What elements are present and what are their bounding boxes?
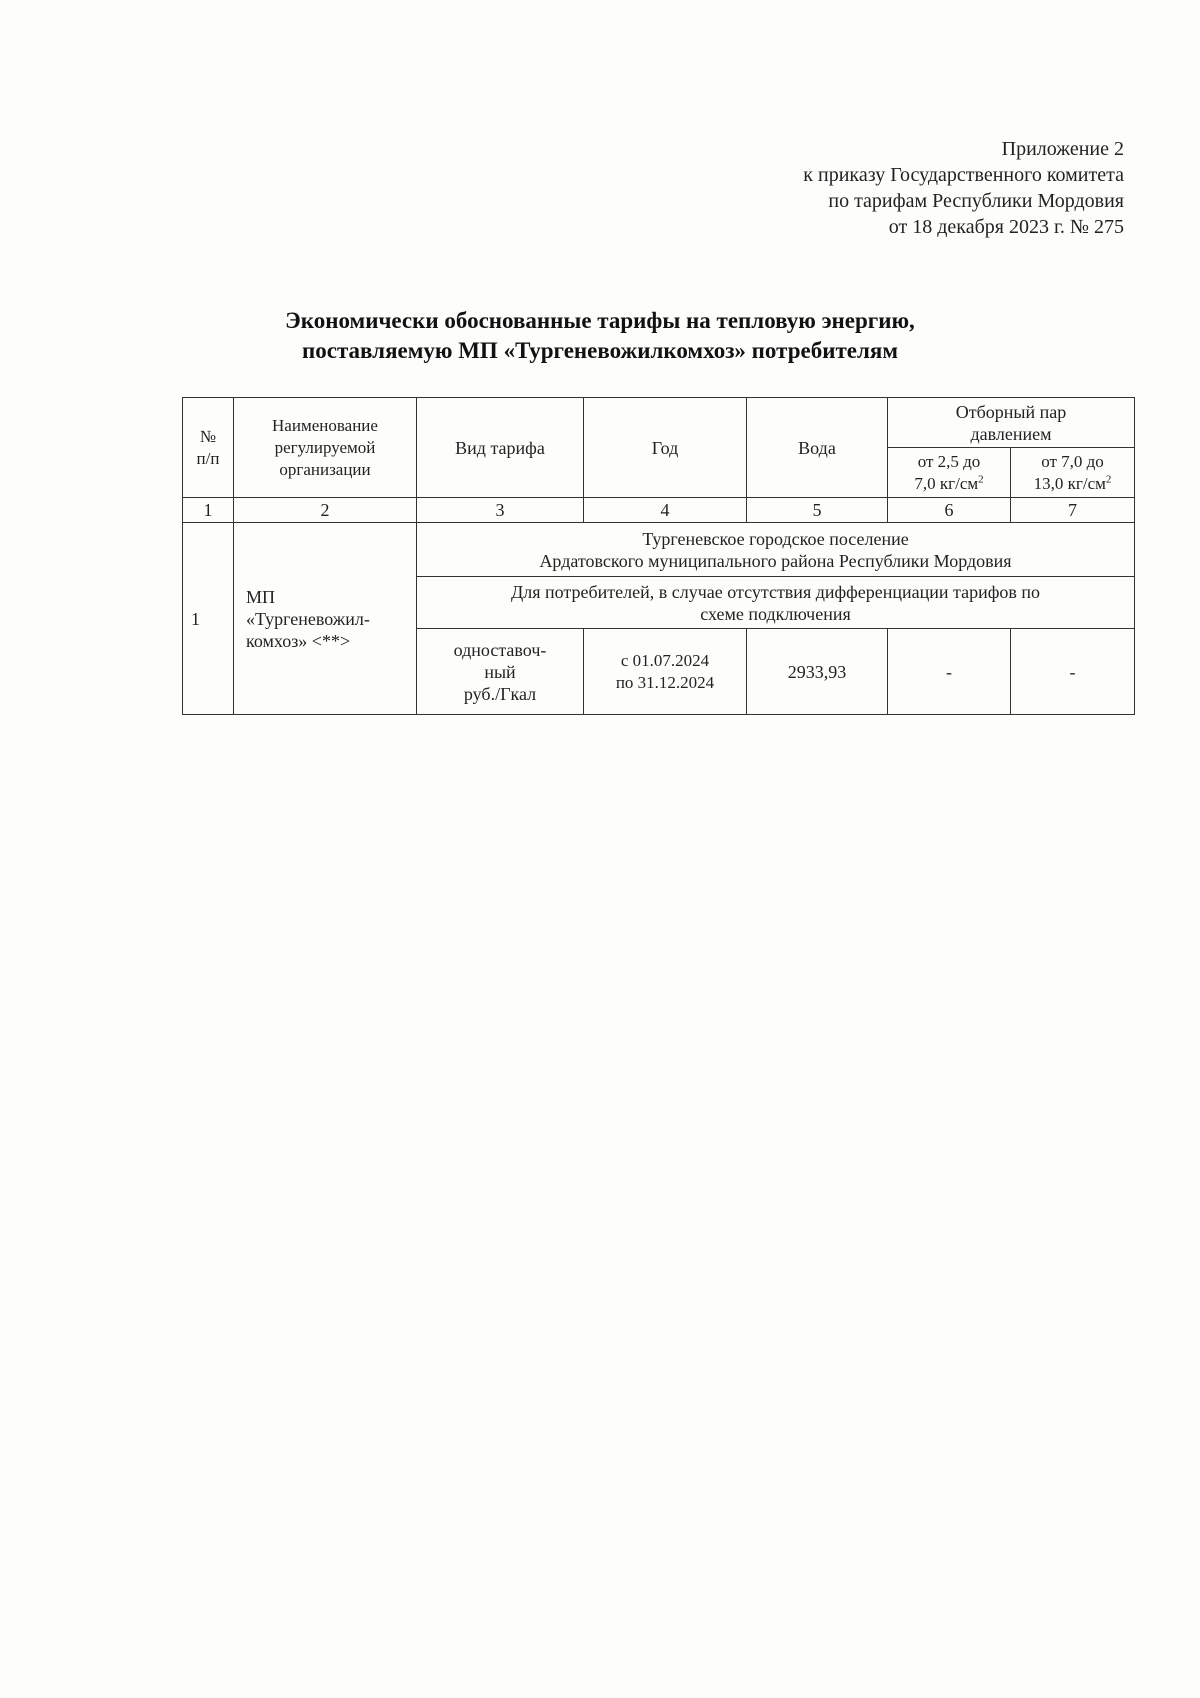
steam-high-value: - xyxy=(1011,629,1135,715)
consumer-group: Для потребителей, в случае отсутствия дифференциации тарифов по схеме подключения xyxy=(417,577,1135,629)
column-number: 7 xyxy=(1011,498,1135,523)
column-number: 6 xyxy=(888,498,1011,523)
territory-row xyxy=(183,523,1135,577)
column-number: 5 xyxy=(747,498,888,523)
column-number: 1 xyxy=(183,498,234,523)
column-number: 4 xyxy=(584,498,747,523)
document-title xyxy=(0,306,1200,366)
header-number: № п/п xyxy=(183,398,234,498)
header-steam: Отборный пар давлением xyxy=(888,398,1135,448)
column-number: 2 xyxy=(234,498,417,523)
tariff-table xyxy=(182,397,1135,715)
appendix-line: Приложение 2 xyxy=(1001,138,1124,160)
header-year: Год xyxy=(584,398,747,498)
territory: Тургеневское городское поселение Ардатовского муниципального района Республики Мордовия xyxy=(417,523,1135,577)
appendix-line: от 18 декабря 2023 г. № 275 xyxy=(888,216,1124,238)
header-steam-low: от 2,5 до 7,0 $кг/см^2$ xyxy=(888,448,1011,498)
water-tariff-value: 2933,93 xyxy=(747,629,888,715)
column-number: 3 xyxy=(417,498,584,523)
title-line: Экономически обоснованные тарифы на тепловую энергию, xyxy=(285,308,915,333)
tariff-period: с 01.07.2024 по 31.12.2024 xyxy=(584,629,747,715)
header-water: Вода xyxy=(747,398,888,498)
organization-name: МП «Тургеневожил- комхоз» <**> xyxy=(234,523,417,715)
header-organization: Наименование регулируемой организации xyxy=(234,398,417,498)
title-line: поставляемую МП «Тургеневожилкомхоз» потребителям xyxy=(302,338,898,363)
appendix-line: к приказу Государственного комитета xyxy=(803,164,1124,186)
header-tariff-type: Вид тарифа xyxy=(417,398,584,498)
header-row xyxy=(183,398,1135,448)
column-numbers-row xyxy=(183,498,1135,523)
appendix-line: по тарифам Республики Мордовия xyxy=(828,190,1124,212)
row-number: 1 xyxy=(183,523,234,715)
steam-low-value: - xyxy=(888,629,1011,715)
header-steam-high: от 7,0 до 13,0 $кг/см^2$ xyxy=(1011,448,1135,498)
appendix-header xyxy=(803,136,1124,240)
tariff-type: одноставоч- ный руб./Гкал xyxy=(417,629,584,715)
